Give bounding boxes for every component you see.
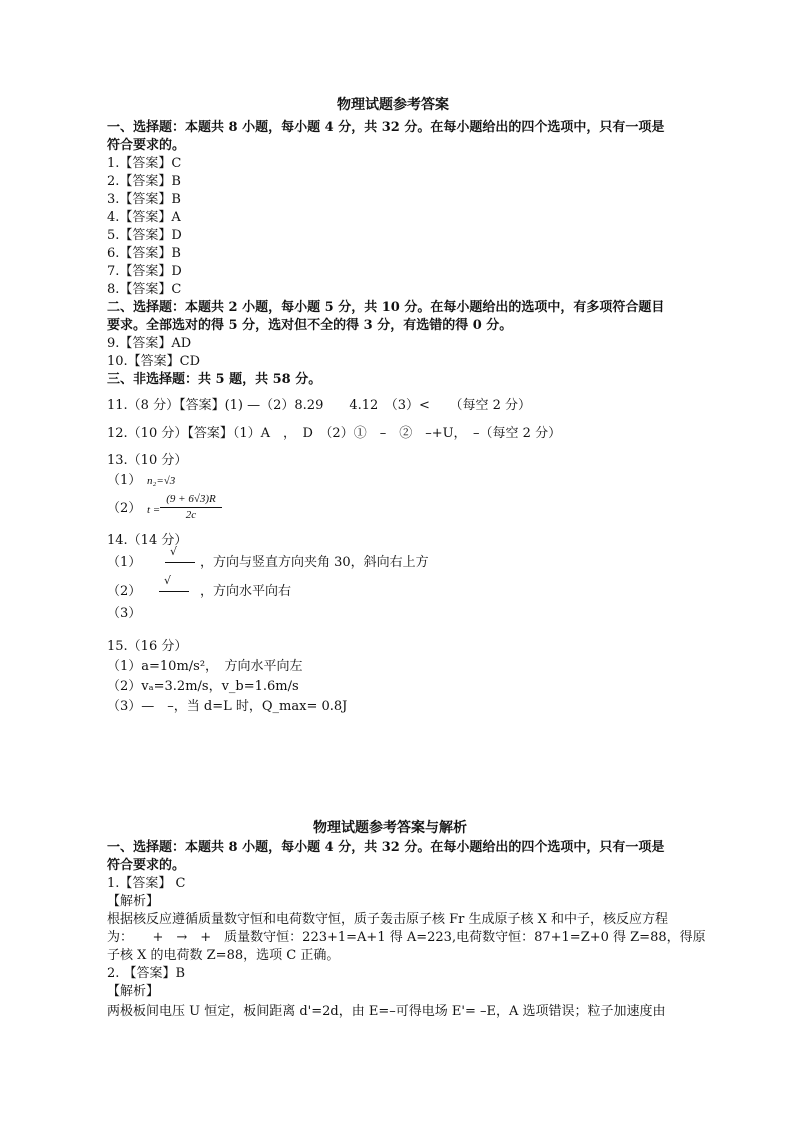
mc-answer-1: 1.【答案】C xyxy=(107,156,182,171)
analysis-q1-body-line1: 根据核反应遵循质量数守恒和电荷数守恒，质子轰击原子核 Fr 生成原子核 X 和中子，核反应方程 xyxy=(107,912,669,927)
analysis-q2-body-line1: 两极板间电压 U 恒定，板间距离 d'=2d，由 E=–可得电场 E'= –E，A 选项错误；粒子加速度由 xyxy=(107,1004,666,1019)
answer-analysis-title: 物理试题参考答案与解析 xyxy=(313,820,467,836)
q15-part1: （1）a=10m/s²， 方向水平向左 xyxy=(107,659,303,674)
q14-part2-fraction-bar xyxy=(159,591,189,592)
mc-answer-2: 2.【答案】B xyxy=(107,174,181,189)
analysis-section-1-heading-line2: 符合要求的。 xyxy=(107,858,186,873)
section-1-heading-line1: 一、选择题：本题共 8 小题，每小题 4 分，共 32 分。在每小题给出的四个选项中，只有一项是 xyxy=(107,120,665,135)
mc-answer-3: 3.【答案】B xyxy=(107,192,181,207)
section-2-heading-line2: 要求。全部选对的得 5 分，选对但不全的得 3 分，有选错的得 0 分。 xyxy=(107,318,513,333)
mc-answer-7: 7.【答案】D xyxy=(107,264,182,279)
q13-part2-numerator: (9 + 6√3)R xyxy=(160,492,222,508)
analysis-q1-jiexi-label: 【解析】 xyxy=(107,894,160,909)
analysis-q1-body-line2: 为： + → + 质量数守恒：223+1=A+1 得 A=223,电荷数守恒：87+1=Z+0 得 Z=88，得原 xyxy=(107,930,706,945)
mc-answer-5: 5.【答案】D xyxy=(107,228,182,243)
q13-heading: 13.（10 分） xyxy=(107,453,188,468)
q12-answer: 12.（10 分）【答案】（1）A ， D （2）① – ② –+U， –（每空 2 分） xyxy=(107,426,562,441)
q13-part1-label: （1） xyxy=(107,473,142,488)
q15-heading: 15.（16 分） xyxy=(107,639,188,654)
analysis-q2-answer: 2. 【答案】B xyxy=(107,966,186,981)
q13-part2-fraction xyxy=(160,492,222,523)
mc-answer-8: 8.【答案】C xyxy=(107,282,182,297)
analysis-section-1-heading-line1: 一、选择题：本题共 8 小题，每小题 4 分，共 32 分。在每小题给出的四个选项中，只有一项是 xyxy=(107,840,665,855)
q13-part2-denominator: 2c xyxy=(185,509,197,521)
analysis-q1-answer: 1.【答案】 C xyxy=(107,876,186,891)
q14-part2-text: ，方向水平向右 xyxy=(200,584,292,599)
q14-part1-text: ，方向与竖直方向夹角 30，斜向右上方 xyxy=(200,555,429,570)
q14-part3-label: （3） xyxy=(107,606,142,621)
section-2-heading-line1: 二、选择题：本题共 2 小题，每小题 5 分，共 10 分。在每小题给出的选项中，有多项符合题目 xyxy=(107,300,665,315)
q14-heading: 14.（14 分） xyxy=(107,533,188,548)
q15-part2: （2）vₐ=3.2m/s，v_b=1.6m/s xyxy=(107,679,299,694)
multi-answer-9: 9.【答案】AD xyxy=(107,336,192,351)
mc-answer-4: 4.【答案】A xyxy=(107,210,181,225)
q15-part3: （3）— –，当 d=L 时，Q_max= 0.8J xyxy=(107,699,348,714)
answer-key-title: 物理试题参考答案 xyxy=(337,97,449,113)
q14-part1-sqrt: √ xyxy=(170,545,178,558)
q14-part1-fraction-bar xyxy=(165,562,195,563)
q13-part2-label: （2） xyxy=(107,501,142,516)
section-1-heading-line2: 符合要求的。 xyxy=(107,138,186,153)
mc-answer-6: 6.【答案】B xyxy=(107,246,181,261)
multi-answer-10: 10.【答案】CD xyxy=(107,354,201,369)
section-3-heading: 三、非选择题：共 5 题，共 58 分。 xyxy=(107,372,322,387)
q13-part2-t: t = xyxy=(147,504,161,516)
analysis-q1-body-line3: 子核 X 的电荷数 Z=88，选项 C 正确。 xyxy=(107,948,340,963)
q14-part2-label: （2） xyxy=(107,584,142,599)
q14-part1-label: （1） xyxy=(107,555,142,570)
q13-part1-expression: n₂=√3 xyxy=(147,475,176,487)
q14-part2-sqrt: √ xyxy=(164,574,172,587)
q11-answer: 11.（8 分）【答案】(1) —（2）8.29 4.12 （3）< （每空 2 分） xyxy=(107,398,531,413)
analysis-q2-jiexi-label: 【解析】 xyxy=(107,984,160,999)
